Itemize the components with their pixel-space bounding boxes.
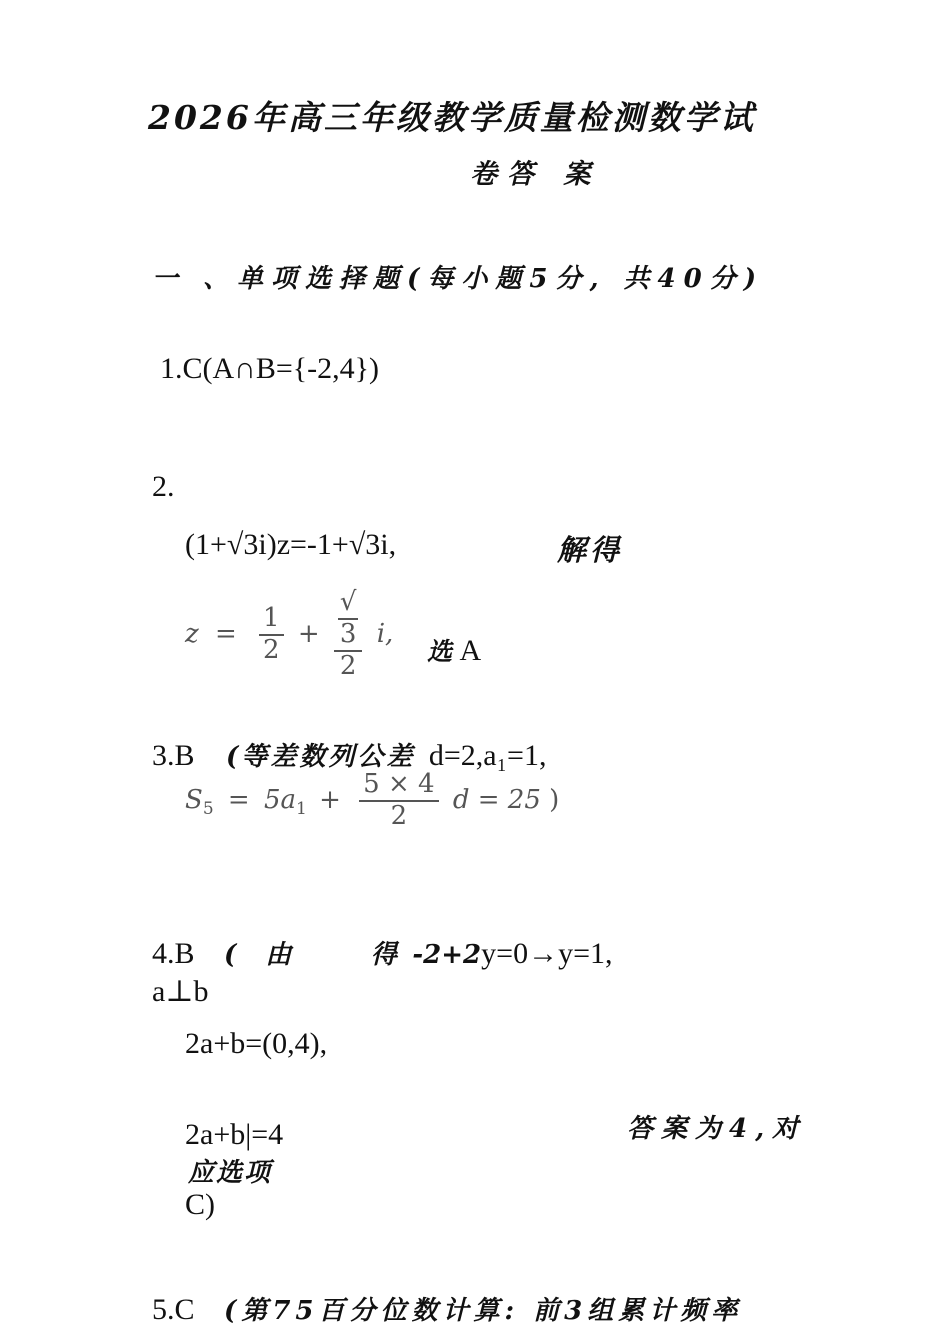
formula-tail: i, [376, 618, 394, 649]
formula-equals: = [227, 784, 250, 815]
doc-title-line2: 卷答 案 [470, 159, 601, 190]
formula-s-subscript: 5 [202, 799, 214, 820]
question-4-header [152, 934, 613, 971]
question-4-lead: 4.B [152, 937, 195, 970]
question-1-answer: 1.C(A∩B={-2,4}) [160, 352, 380, 385]
section-heading-single-choice: 一 、单项选择题(每小题5分, 共40分) [152, 264, 765, 294]
question-2-number: 2. [152, 470, 175, 503]
question-5-lead: 5.C [152, 1293, 195, 1326]
choose-label: 选 [427, 637, 453, 666]
question-2-equation: (1+√3i)z=-1+√3i, [185, 528, 397, 561]
question-2-solve-label: 解得 [557, 533, 624, 567]
fraction-denominator: 2 [390, 800, 408, 831]
question-3-answer [152, 736, 546, 773]
question-4-option-value: C) [185, 1188, 215, 1221]
question-3-note-value: d=2,a₁=1, [428, 739, 547, 772]
fraction-five-times-four-over-two [359, 770, 438, 832]
formula-tail: d = 25 [452, 784, 541, 815]
question-4-eq-rest: y=0→y=1, [481, 937, 613, 970]
formula-close-paren: ) [549, 784, 560, 815]
fraction-numerator: 5 × 4 [359, 770, 438, 802]
sqrt-sign: √ [339, 587, 357, 617]
sqrt-expression [338, 588, 359, 650]
question-3-lead: 3.B [152, 739, 195, 772]
doc-title-line1: 2026年高三年级教学质量检测数学试 [148, 98, 756, 137]
formula-equals: = [214, 618, 237, 649]
question-4-vector-sum: 2a+b=(0,4), [185, 1027, 328, 1060]
question-2-formula [185, 588, 393, 682]
question-4-answer-note: 答案为4,对 [627, 1114, 807, 1144]
formula-lhs: z [185, 618, 199, 649]
fraction-denominator: 2 [263, 634, 280, 665]
choose-value: A [459, 634, 482, 667]
question-4-paren-label: ( 由 [224, 940, 302, 970]
fraction-numerator: 1 [259, 604, 284, 636]
formula-plus: + [319, 784, 341, 815]
fraction-denominator: 2 [339, 650, 357, 681]
fraction-numerator [334, 588, 363, 652]
question-2-choice [427, 632, 481, 668]
question-4-de-label: 得 [370, 940, 401, 970]
question-5-note: (第75百分位数计算: 前3组累计频率 [224, 1296, 743, 1326]
formula-s: S [185, 784, 203, 815]
question-5-header [152, 1290, 742, 1327]
fraction-sqrt3-half [334, 588, 363, 682]
question-4-eq-part: -2+2 [412, 940, 482, 970]
question-4-magnitude: 2a+b|=4 [185, 1118, 284, 1151]
formula-coef: 5a [263, 784, 297, 815]
question-3-note-label: (等差数列公差 [226, 742, 416, 772]
question-4-option-label: 应选项 [188, 1158, 273, 1188]
formula-plus: + [297, 618, 320, 649]
fraction-one-half [259, 604, 284, 666]
question-3-formula [185, 770, 559, 832]
radicand: 3 [339, 618, 357, 649]
formula-coef-subscript: 1 [296, 799, 307, 820]
question-4-perp: a⊥b [152, 975, 209, 1008]
